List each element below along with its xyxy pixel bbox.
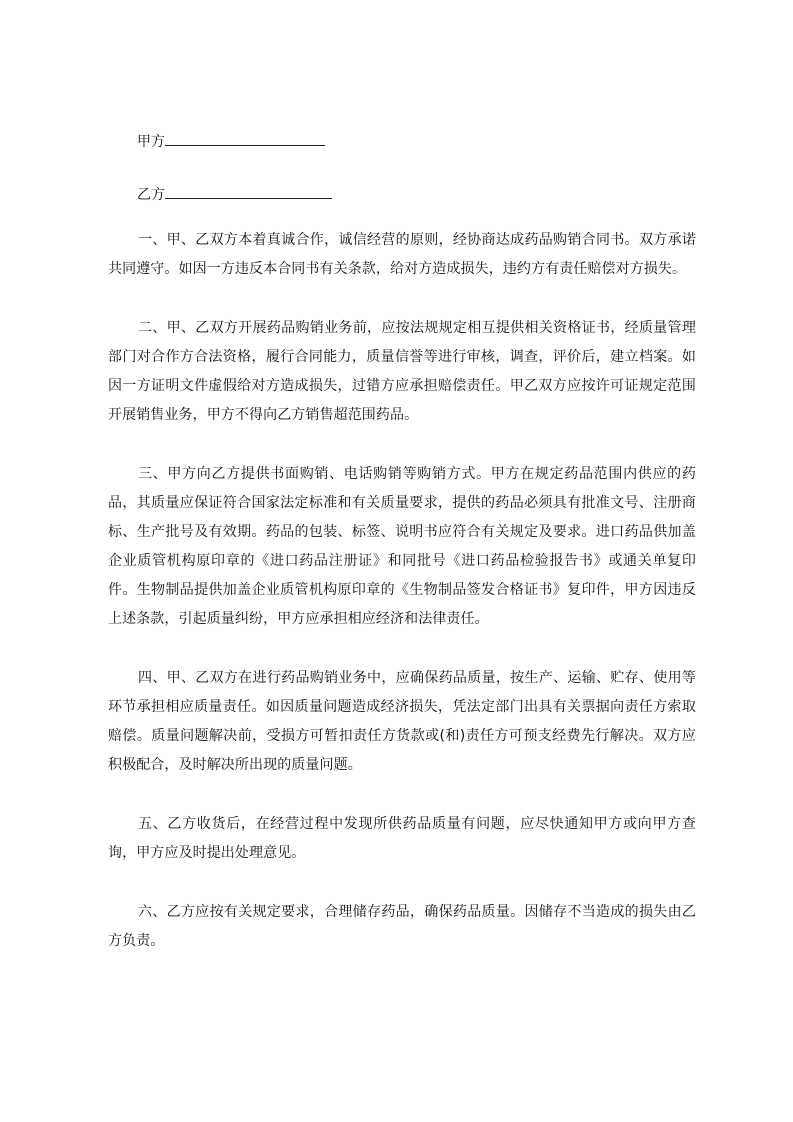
party-b-row [137,184,332,205]
party-a-row [137,131,325,152]
contract-clauses [108,226,696,986]
party-b-label: 乙方 [137,187,165,203]
clause-6: 六、乙方应按有关规定要求，合理储存药品，确保药品质量。因储存不当造成的损失由乙方负责。 [108,904,696,949]
clause-5: 五、乙方收货后，在经营过程中发现所供药品质量有问题，应尽快通知甲方或向甲方查询，甲方应及时提出处理意见。 [108,816,696,861]
clause-4: 四、甲、乙双方在进行药品购销业务中，应确保药品质量，按生产、运输、贮存、使用等环节承担相应质量责任。如因质量问题造成经济损失，凭法定部门出具有关票据向责任方索取赔偿。质量问题解决前，受损方可暂扣责任方货款或(和)责任方可预支经费先行解决。双方应积极配合，及时解决所出现的质量问题。 [108,670,696,773]
party-a-label: 甲方 [137,134,165,150]
party-b-blank-line [165,184,332,199]
clause-2: 二、甲、乙双方开展药品购销业务前，应按法规规定相互提供相关资格证书，经质量管理部门对合作方合法资格，履行合同能力，质量信誉等进行审核，调查，评价后，建立档案。如因一方证明文件虚假给对方造成损失，过错方应承担赔偿责任。甲乙双方应按许可证规定范围开展销售业务，甲方不得向乙方销售超范围药品。 [108,320,696,423]
party-a-blank-line [165,131,325,146]
clause-3: 三、甲方向乙方提供书面购销、电话购销等购销方式。甲方在规定药品范围内供应的药品，其质量应保证符合国家法定标准和有关质量要求，提供的药品必须具有批准文号、注册商标、生产批号及有效期。药品的包装、标签、说明书应符合有关规定及要求。进口药品供加盖企业质管机构原印章的《进口药品注册证》和同批号《进口药品检验报告书》或通关单复印件。生物制品提供加盖企业质管机构原印章的《生物制品签发合格证书》复印件，甲方因违反上述条款，引起质量纠纷，甲方应承担相应经济和法律责任。 [108,466,696,627]
clause-1: 一、甲、乙双方本着真诚合作，诚信经营的原则，经协商达成药品购销合同书。双方承诺共同遵守。如因一方违反本合同书有关条款，给对方造成损失，违约方有责任赔偿对方损失。 [108,232,696,277]
